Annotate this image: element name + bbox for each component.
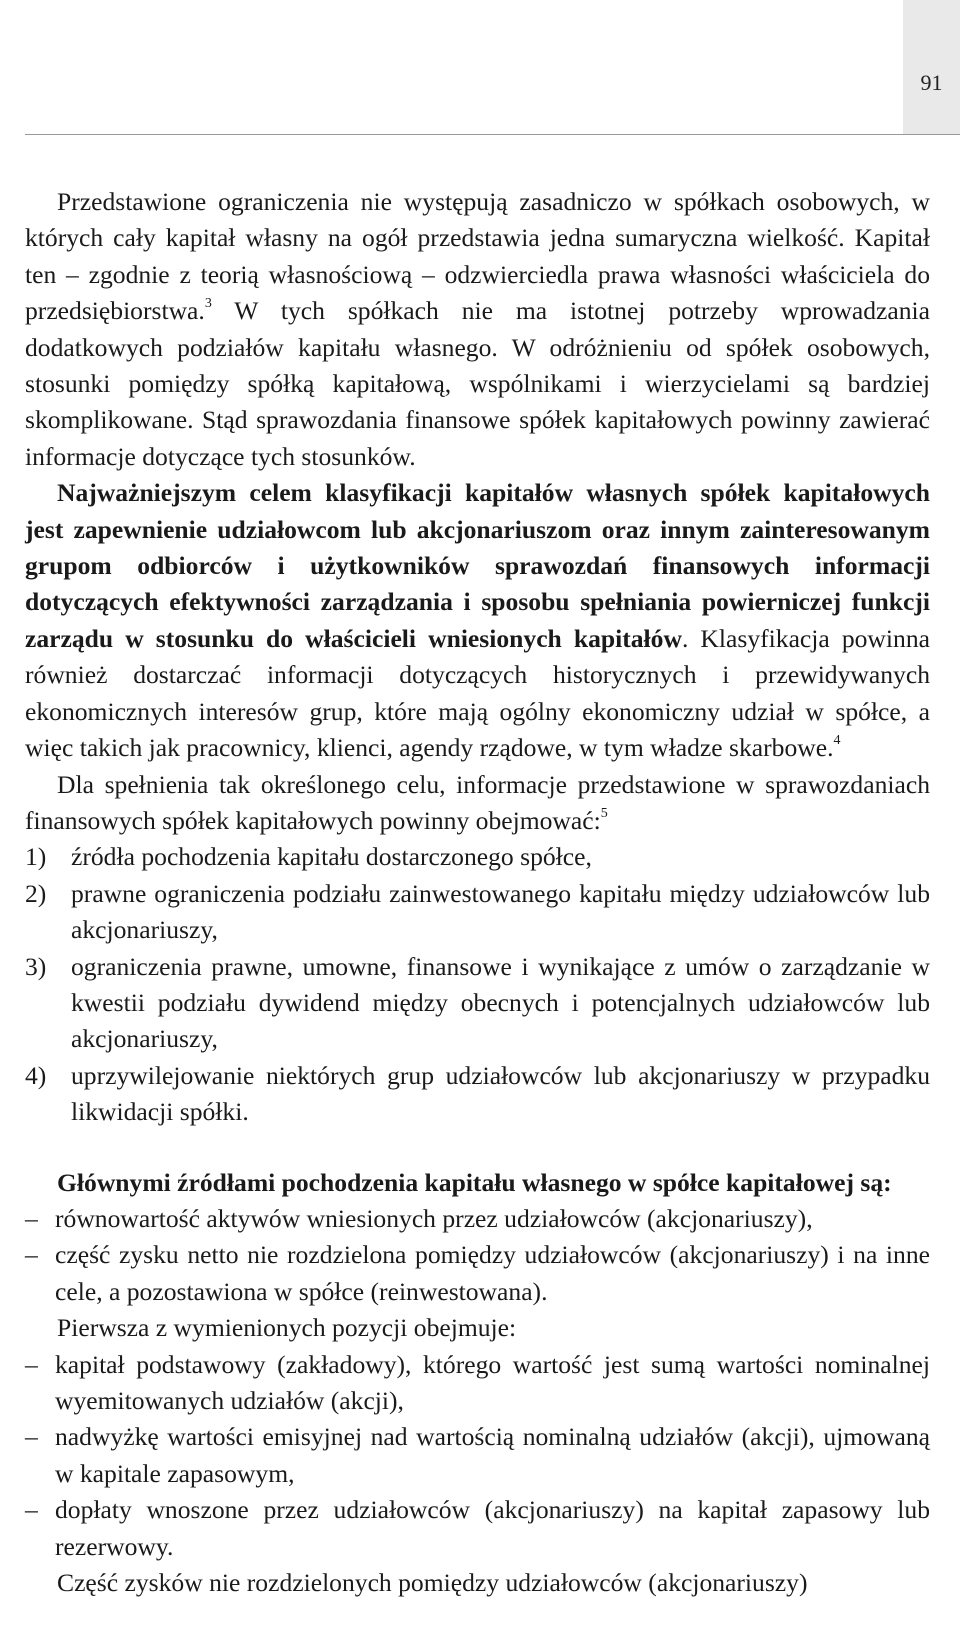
dash-marker: – (25, 1422, 38, 1452)
list-item-text: nadwyżkę wartości emisyjnej nad wartością nominalną udziałów (akcji), ujmowaną w kapitale zapasowym, (55, 1422, 930, 1488)
dash-marker: – (25, 1349, 38, 1379)
dash-list-item (25, 1201, 930, 1237)
paragraph-2-text: . Klasyfikacja powinna również dostarczać informacji dotyczących historycznych i przewidywanych ekonomicznych interesów grup, które mają ogólny ekonomiczny udział w spółce, a więc takich jak pracownicy, klienci, agendy rządowe, w tym władze skarbowe. (25, 623, 930, 763)
paragraph-4 (25, 1165, 930, 1201)
dash-list-item (25, 1419, 930, 1492)
dash-marker: – (25, 1203, 38, 1233)
paragraph-6 (25, 1565, 930, 1601)
list-item-text: kapitał podstawowy (zakładowy), którego wartość jest sumą wartości nominalnej wyemitowanych udziałów (akcji), (55, 1349, 930, 1415)
page-number: 91 (920, 70, 943, 95)
dash-marker: – (25, 1240, 38, 1270)
paragraph-4-bold-text: Głównymi źródłami pochodzenia kapitału własnego w spółce kapitałowej są: (57, 1167, 892, 1197)
paragraph-3-text: Dla spełnienia tak określonego celu, informacje przedstawione w sprawozdaniach finansowych spółek kapitałowych powinny obejmować: (25, 769, 930, 835)
paragraph-2-bold-text: Najważniejszym celem klasyfikacji kapitałów własnych spółek kapitałowych jest zapewnienie udziałowcom lub akcjonariuszom oraz innym zainteresowanym grupom odbiorców i użytkowników sprawozdań finansowych informacji dotyczących efektywności zarządzania i sposobu spełniania powierniczej funkcji zarządu w stosunku do właścicieli wniesionych kapitałów (25, 478, 930, 653)
page-body (25, 184, 930, 1601)
list-item-text: źródła pochodzenia kapitału dostarczonego spółce, (71, 842, 592, 872)
paragraph-2 (25, 475, 930, 766)
list-item-text: prawne ograniczenia podziału zainwestowanego kapitału między udziałowców lub akcjonariuszy, (71, 878, 930, 945)
list-item-text: część zysku netto nie rozdzielona pomiędzy udziałowców (akcjonariuszy) i na inne cele, a pozostawiona w spółce (reinwestowana). (55, 1240, 930, 1306)
list-item-text: dopłaty wnoszone przez udziałowców (akcjonariuszy) na kapitał zapasowy lub rezerwowy. (55, 1495, 930, 1561)
dash-list-item (25, 1237, 930, 1310)
list-number: 4) (25, 1060, 47, 1090)
numbered-list-item (25, 876, 930, 949)
list-item-text: ograniczenia prawne, umowne, finansowe i wynikające z umów o zarządzanie w kwestii podziału dywidend między obecnych i potencjalnych udziałowców lub akcjonariuszy, (71, 951, 930, 1054)
list-item-text: uprzywilejowanie niektórych grup udziałowców lub akcjonariuszy w przypadku likwidacji spółki. (71, 1060, 930, 1127)
list-item-text: równowartość aktywów wniesionych przez udziałowców (akcjonariuszy), (55, 1203, 813, 1233)
list-number: 1) (25, 842, 47, 872)
footnote-ref-4: 4 (833, 733, 841, 749)
paragraph-5 (25, 1310, 930, 1346)
numbered-list (25, 839, 930, 1130)
list-number: 2) (25, 878, 47, 908)
header-rule (25, 134, 960, 135)
paragraph-5-text: Pierwsza z wymienionych pozycji obejmuje: (57, 1313, 517, 1343)
dash-list-item (25, 1492, 930, 1565)
numbered-list-item (25, 839, 930, 875)
paragraph-6-text: Część zysków nie rozdzielonych pomiędzy udziałowców (akcjonariuszy) (57, 1568, 808, 1598)
paragraph-1-continuation: W tych spółkach nie ma istotnej potrzeby wprowadzania dodatkowych podziałów kapitału własnego. W odróżnieniu od spółek osobowych, stosunki pomiędzy spółką kapitałową, wspólnikami i wierzycielami są bardziej skomplikowane. Stąd sprawozdania finansowe spółek kapitałowych powinny zawierać informacje dotyczące tych stosunków. (25, 296, 930, 471)
page-number-tab (903, 0, 960, 134)
list-number: 3) (25, 951, 47, 981)
section-spacer (25, 1131, 930, 1165)
paragraph-3 (25, 767, 930, 840)
footnote-ref-3: 3 (204, 296, 212, 312)
first-position-list (25, 1347, 930, 1565)
paragraph-1 (25, 184, 930, 475)
paragraph-1-text: Przedstawione ograniczenia nie występują zasadniczo w spółkach osobowych, w których cały kapitał własny na ogół przedstawia jedna sumaryczna wielkość. Kapitał ten – zgodnie z teorią własnościową – odzwierciedla prawa własności właściciela do przedsiębiorstwa. (25, 187, 930, 326)
numbered-list-item (25, 949, 930, 1058)
numbered-list-item (25, 1058, 930, 1131)
footnote-ref-5: 5 (600, 805, 608, 821)
sources-list (25, 1201, 930, 1310)
dash-marker: – (25, 1495, 38, 1525)
dash-list-item (25, 1347, 930, 1420)
